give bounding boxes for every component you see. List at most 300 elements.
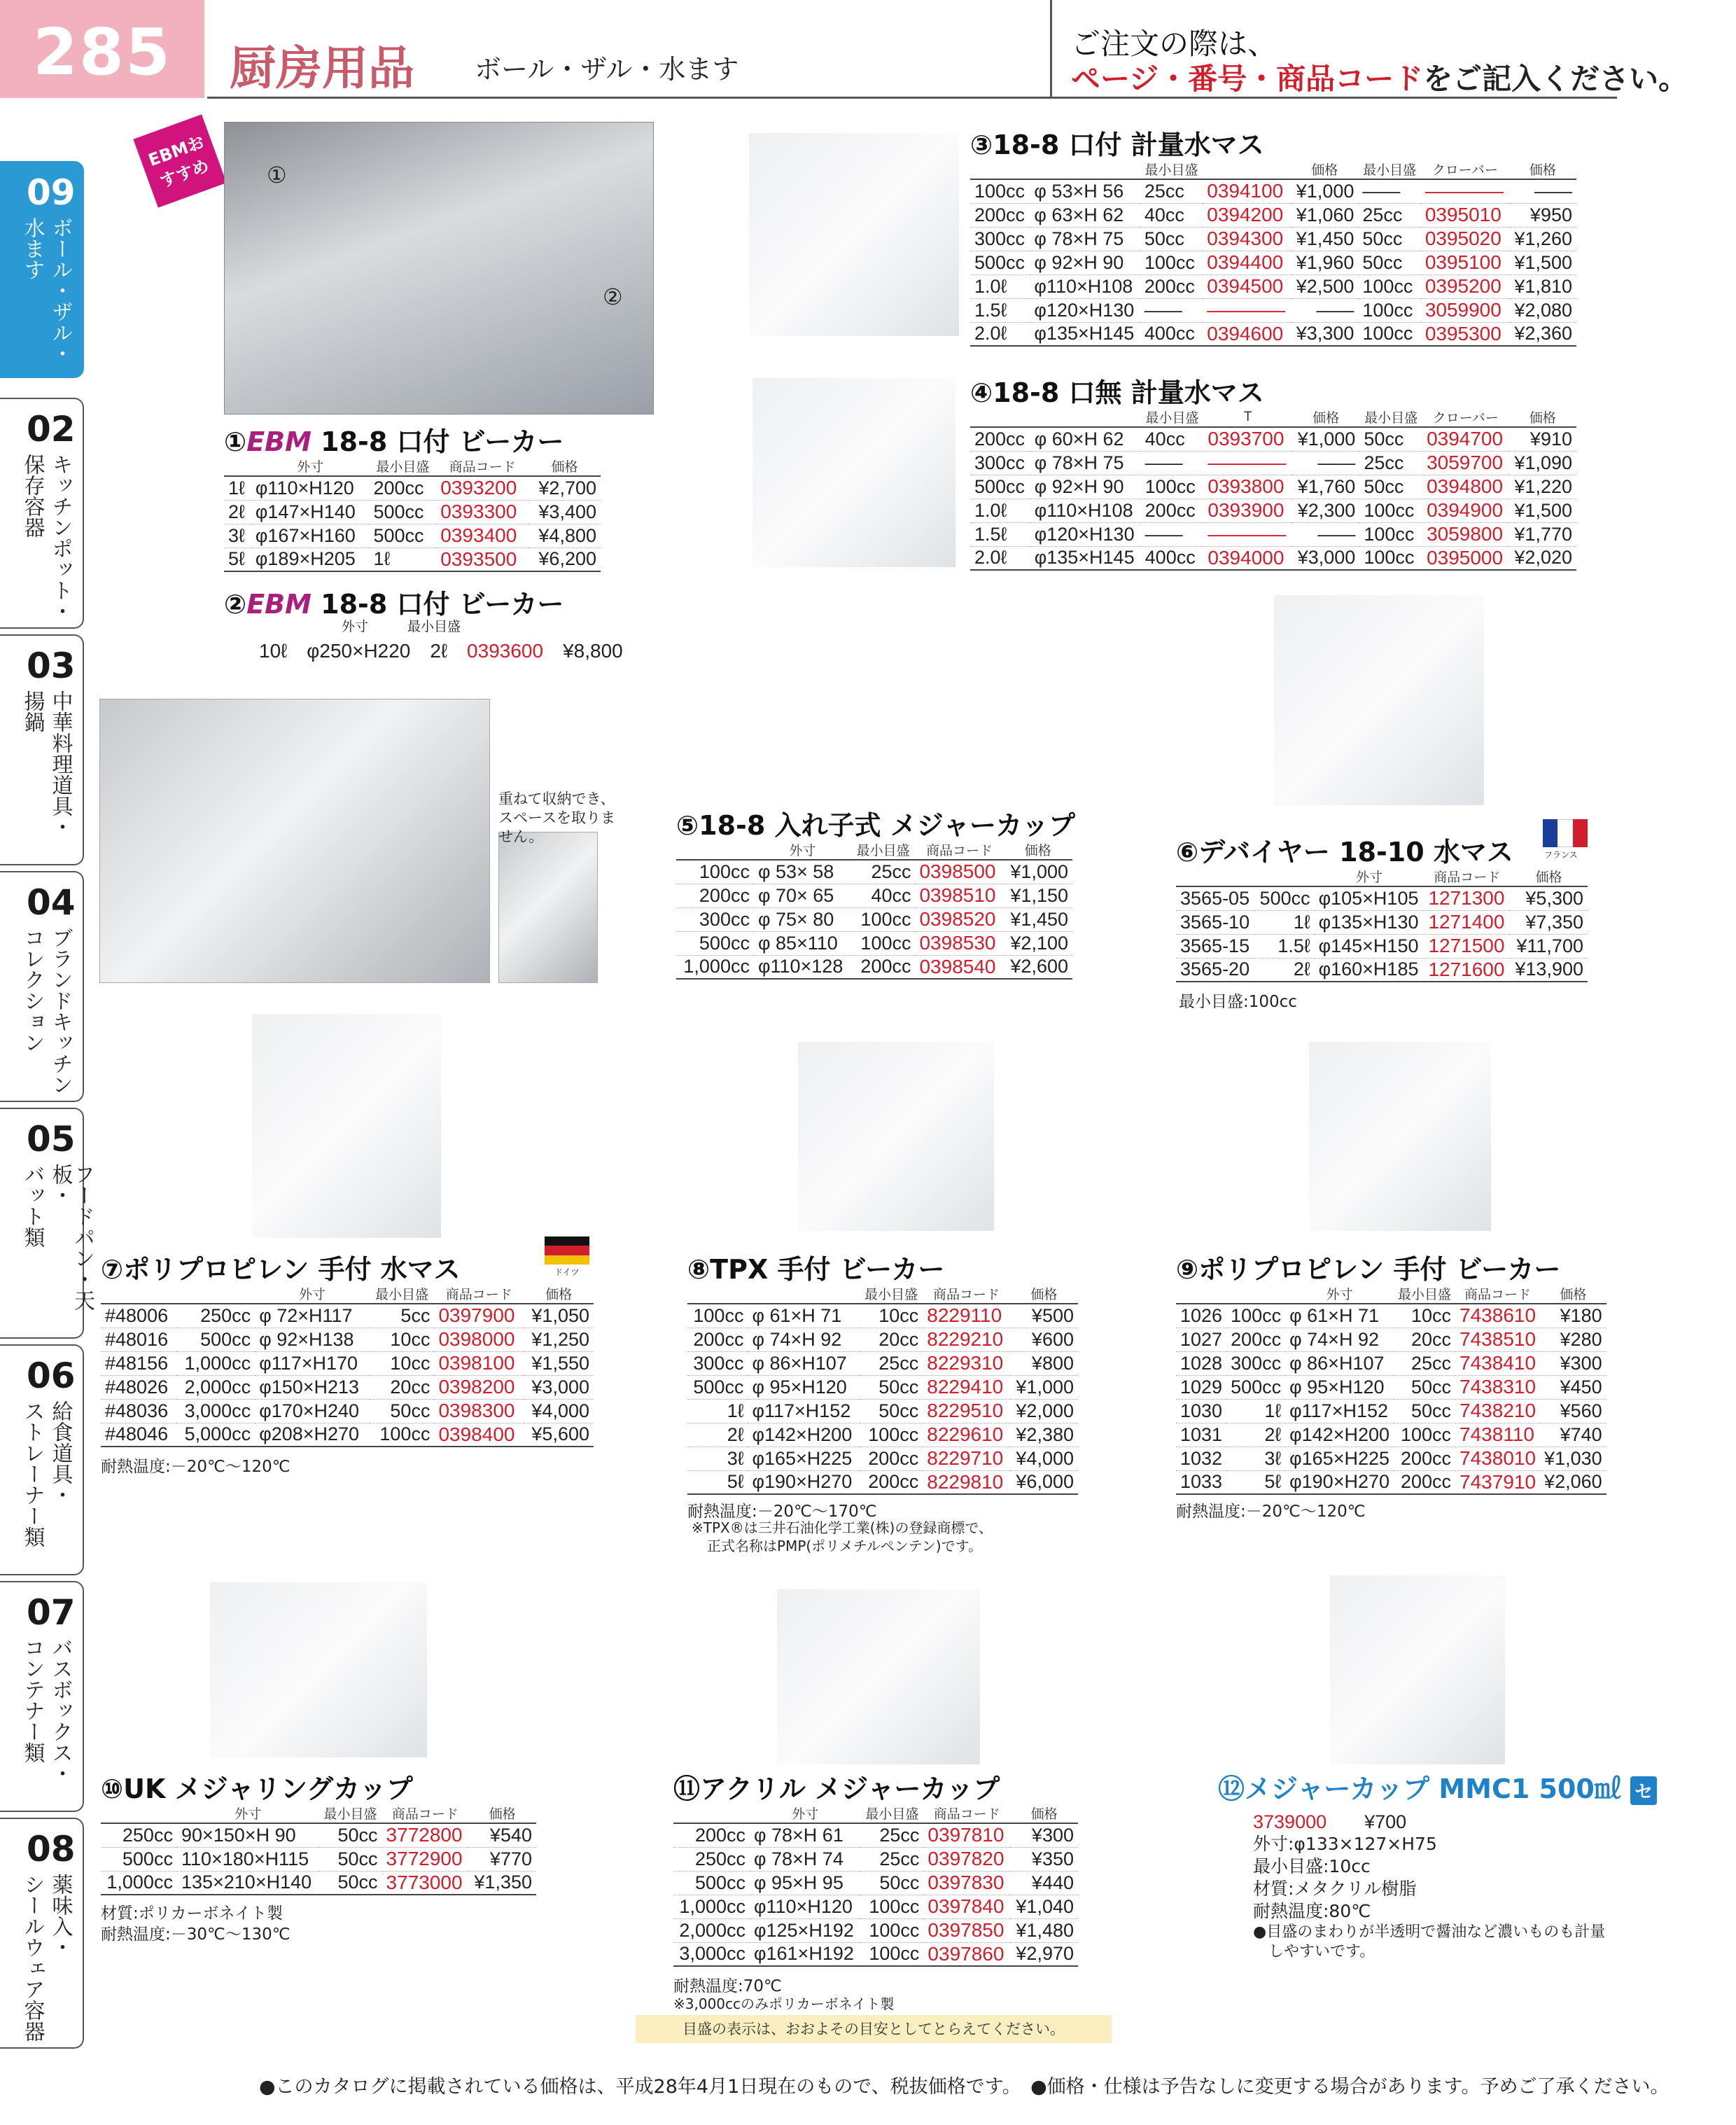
table-cell: φ105×H105: [1315, 886, 1424, 910]
table-cell: φ145×H150: [1315, 934, 1424, 958]
price: ¥5,300: [1510, 886, 1588, 910]
product-12-material: 材質:メタクリル樹脂: [1253, 1879, 1417, 1899]
price: ¥800: [1010, 1351, 1078, 1375]
product-9-table: [1176, 1284, 1606, 1495]
table-cell: ——: [1358, 179, 1420, 203]
table-header: 価格: [1508, 407, 1576, 427]
table-header: 最小目盛: [369, 457, 436, 476]
table-cell: 2ℓ: [1226, 1423, 1285, 1447]
product-code: 0398510: [915, 884, 1003, 907]
table-row: [224, 524, 601, 548]
product-code: 0394800: [1422, 475, 1508, 499]
price: ¥1,550: [524, 1351, 594, 1375]
table-cell: 25cc: [1359, 451, 1422, 475]
price: ¥560: [1540, 1399, 1606, 1423]
price: ¥700: [1364, 1811, 1407, 1832]
germany-flag-label: ドイツ: [554, 1267, 580, 1277]
table-cell: φ 74×H 92: [1285, 1328, 1394, 1351]
product-code: 0398100: [434, 1351, 524, 1375]
product-5-note: 重ねて収納でき、スペースを取りません。: [498, 790, 615, 845]
product-code: 0398530: [915, 931, 1003, 955]
table-row: [687, 1399, 1078, 1423]
table-row: [1176, 1399, 1606, 1423]
table-cell: #48016: [101, 1328, 176, 1351]
side-tab-number: 03: [27, 646, 76, 686]
side-tab-05[interactable]: [0, 1108, 94, 1339]
table-cell: 200cc: [1141, 499, 1204, 522]
product-code: 7438210: [1455, 1399, 1540, 1423]
side-tab-02[interactable]: [0, 398, 84, 629]
table-cell: 50cc: [1358, 251, 1420, 274]
product-3-title: ③18-8 口付 計量水マス: [970, 130, 1264, 160]
table-cell: #48046: [101, 1423, 176, 1447]
table-cell: φ 63×H 62: [1030, 203, 1140, 227]
product-12-size: 外寸:φ133×127×H75: [1253, 1834, 1437, 1854]
table-cell: φ 92×H138: [255, 1328, 369, 1351]
table-cell: 1028: [1176, 1351, 1226, 1375]
table-cell: 100cc: [1358, 298, 1420, 322]
table-cell: 25cc: [860, 1847, 923, 1871]
price: ¥6,200: [528, 548, 601, 571]
product-code: 0397850: [923, 1918, 1010, 1942]
table-cell: 200cc: [369, 476, 436, 500]
set-badge: セ: [1630, 1776, 1657, 1805]
table-cell: 500cc: [970, 251, 1030, 274]
side-tab-09[interactable]: [0, 161, 84, 378]
table-row: [101, 1847, 536, 1871]
side-tab-04[interactable]: [0, 871, 84, 1102]
product-code: 3773000: [382, 1871, 469, 1895]
table-cell: φ190×H270: [1285, 1470, 1394, 1494]
table-row: [101, 1351, 594, 1375]
table-cell: φ125×H192: [750, 1918, 860, 1942]
product-code: 0395010: [1421, 203, 1509, 227]
price: ¥2,080: [1509, 298, 1576, 322]
product-11-table: [673, 1804, 1078, 1967]
order-notice-line1: ご注文の際は、: [1071, 27, 1278, 61]
table-row: [224, 548, 601, 571]
table-cell: 3565-15: [1176, 934, 1254, 958]
table-cell: 1.5ℓ: [1254, 934, 1314, 958]
table-header: 最小目盛: [860, 1804, 923, 1823]
table-header: 価格: [468, 1804, 536, 1823]
price: ¥450: [1540, 1375, 1606, 1399]
table-cell: 1030: [1176, 1399, 1226, 1423]
product-7-title: ⑦ポリプロピレン 手付 水マス: [101, 1254, 461, 1285]
table-cell: 50cc: [860, 1871, 923, 1895]
price: ¥1,030: [1540, 1447, 1606, 1470]
product-2-no: ②: [224, 589, 247, 620]
table-cell: φ189×H205: [251, 548, 370, 571]
product-9-note: 耐熱温度:－20℃～120℃: [1176, 1503, 1366, 1521]
table-header: 最小目盛: [1141, 407, 1204, 427]
product-code: 0394200: [1203, 203, 1291, 227]
table-row: [970, 322, 1576, 346]
table-cell: φ 95×H120: [1285, 1375, 1394, 1399]
product-code: 8229210: [923, 1328, 1009, 1351]
table-cell: 50cc: [1394, 1399, 1455, 1423]
table-row: [687, 1328, 1078, 1351]
table-row: [101, 1328, 594, 1351]
table-row: [1176, 1351, 1606, 1375]
ebm-recommend-badge: EBMおすすめ: [133, 114, 226, 207]
table-cell: φ 78×H 74: [750, 1847, 860, 1871]
table-row: [676, 884, 1072, 907]
table-cell: φ 78×H 61: [750, 1823, 860, 1847]
table-cell: 1.5ℓ: [970, 298, 1030, 322]
table-row: [673, 1847, 1078, 1871]
table-header: 価格: [1292, 407, 1359, 427]
product-11-title: ⑪アクリル メジャーカップ: [673, 1774, 1000, 1804]
table-cell: 20cc: [860, 1328, 923, 1351]
table-cell: #48006: [101, 1304, 176, 1328]
table-cell: 50cc: [319, 1847, 382, 1871]
price: ¥2,060: [1540, 1470, 1606, 1494]
table-row: [673, 1895, 1078, 1918]
table-header-row: [970, 160, 1576, 179]
table-cell: 2,000cc: [673, 1918, 750, 1942]
table-cell: 25cc: [860, 1823, 923, 1847]
table-cell: 2ℓ: [430, 640, 448, 662]
table-row: [676, 955, 1072, 979]
product-code: ————: [1203, 522, 1292, 546]
table-cell: 200cc: [1394, 1470, 1455, 1494]
price: ¥2,100: [1003, 931, 1072, 955]
price: ¥740: [1540, 1423, 1606, 1447]
table-cell: 200cc: [1140, 274, 1203, 298]
price: ¥3,300: [1291, 322, 1358, 346]
product-photo-12: [1330, 1575, 1505, 1764]
product-photo-3: [749, 133, 959, 336]
table-cell: 25cc: [1394, 1351, 1455, 1375]
table-cell: 40cc: [851, 884, 916, 907]
table-row: [970, 427, 1576, 451]
table-header: 商品コード: [923, 1284, 1009, 1304]
product-photo-10: [210, 1582, 427, 1757]
table-cell: 3ℓ: [687, 1447, 748, 1470]
table-cell: 10cc: [860, 1304, 923, 1328]
price: ¥4,000: [524, 1399, 594, 1423]
table-cell: 3,000cc: [176, 1399, 255, 1423]
price: ¥1,450: [1003, 907, 1072, 931]
product-code: 8229810: [923, 1470, 1009, 1494]
table-row: [1176, 1470, 1606, 1494]
product-1-title: [224, 420, 564, 459]
price: ——: [1509, 179, 1576, 203]
product-code: 0393300: [436, 500, 528, 524]
price: ¥13,900: [1510, 958, 1588, 982]
table-row: [101, 1304, 594, 1328]
table-row: [970, 227, 1576, 251]
product-photo-ebm-beakers: [224, 122, 654, 414]
germany-flag-icon: [545, 1236, 589, 1264]
table-cell: φ 61×H 71: [1285, 1304, 1394, 1328]
product-code: 7438110: [1455, 1423, 1540, 1447]
product-code: 0397820: [923, 1847, 1010, 1871]
product-11-note: ※3,000ccのみポリカーボネイト製: [673, 1995, 895, 2012]
table-cell: 1032: [1176, 1447, 1226, 1470]
product-2-brand: EBM: [246, 589, 312, 620]
price: ¥6,000: [1010, 1470, 1078, 1494]
table-row: [224, 476, 601, 500]
page-number: 285: [0, 0, 204, 98]
table-cell: 3ℓ: [1226, 1447, 1285, 1470]
product-12-title: [1218, 1767, 1657, 1806]
table-cell: φ150×H213: [255, 1375, 369, 1399]
product-6-note: 最小目盛:100cc: [1179, 993, 1297, 1011]
france-flag-icon: [1543, 819, 1588, 847]
side-tab-label: 水ます: [20, 217, 45, 280]
product-photo-7: [252, 1014, 441, 1238]
table-row: [970, 251, 1576, 274]
table-cell: 500cc: [101, 1847, 177, 1871]
price: ¥1,450: [1291, 227, 1358, 251]
product-code: 0393500: [436, 548, 528, 571]
table-row: [687, 1351, 1078, 1375]
table-cell: φ 61×H 71: [748, 1304, 859, 1328]
product-code: 0398500: [915, 860, 1003, 884]
price: ¥180: [1540, 1304, 1606, 1328]
table-cell: 100cc: [1226, 1304, 1285, 1328]
price: ¥1,500: [1508, 499, 1576, 522]
product-code: 0398540: [915, 955, 1003, 979]
table-cell: 1,000cc: [673, 1895, 750, 1918]
table-row: [101, 1423, 594, 1447]
product-code: 0394900: [1422, 499, 1508, 522]
price: ——: [1292, 451, 1359, 475]
table-cell: 10cc: [1394, 1304, 1455, 1328]
product-code: 0397900: [434, 1304, 524, 1328]
product-code: 0395200: [1421, 274, 1509, 298]
table-cell: φ142×H200: [748, 1423, 859, 1447]
table-cell: 50cc: [1359, 475, 1422, 499]
price: ¥5,600: [524, 1423, 594, 1447]
table-cell: φ120×H130: [1030, 298, 1140, 322]
table-cell: 25cc: [1140, 179, 1203, 203]
price: ¥2,000: [1010, 1399, 1078, 1423]
price: ¥1,000: [1292, 427, 1359, 451]
product-code: 0394600: [1203, 322, 1291, 346]
table-cell: 50cc: [1359, 427, 1422, 451]
table-cell: 1026: [1176, 1304, 1226, 1328]
table-row: [970, 475, 1576, 499]
table-cell: 50cc: [860, 1399, 923, 1423]
table-cell: 1ℓ: [1254, 910, 1314, 934]
side-tab-03[interactable]: [0, 634, 84, 865]
table-cell: φ135×H145: [1030, 546, 1141, 570]
price: ——: [1292, 522, 1359, 546]
table-header: 価格: [524, 1284, 594, 1304]
table-row: [970, 203, 1576, 227]
table-cell: 1ℓ: [1226, 1399, 1285, 1423]
table-header: T: [1203, 407, 1292, 427]
table-cell: 100cc: [1140, 251, 1203, 274]
table-cell: φ 75× 80: [754, 907, 851, 931]
table-cell: 50cc: [1394, 1375, 1455, 1399]
table-cell: 50cc: [1140, 227, 1203, 251]
side-tab-number: 09: [27, 172, 76, 213]
side-tab-number: 02: [27, 409, 76, 450]
table-header: 価格: [1003, 840, 1072, 860]
table-cell: φ117×H170: [255, 1351, 369, 1375]
table-row: [970, 451, 1576, 475]
product-12-heat: 耐熱温度:80℃: [1253, 1901, 1371, 1921]
product-photo-4: [752, 378, 955, 567]
product-code: 7438610: [1455, 1304, 1540, 1328]
side-tab-label: ブランドキッチン: [48, 927, 73, 1095]
side-tab-label: 揚鍋: [20, 690, 45, 732]
price: ¥2,500: [1291, 274, 1358, 298]
price: ¥910: [1508, 427, 1576, 451]
table-cell: φ 72×H117: [255, 1304, 369, 1328]
table-cell: 400cc: [1141, 546, 1204, 570]
table-cell: 1.5ℓ: [970, 522, 1030, 546]
table-row: [1176, 1304, 1606, 1328]
table-cell: 100cc: [860, 1918, 923, 1942]
table-cell: φ110×H120: [251, 476, 370, 500]
france-flag-label: フランス: [1544, 850, 1578, 860]
table-header: 最小目盛: [370, 1284, 435, 1304]
table-header: 商品コード: [434, 1284, 524, 1304]
table-row: [970, 499, 1576, 522]
table-cell: 100cc: [860, 1895, 923, 1918]
price: ¥1,150: [1003, 884, 1072, 907]
product-2-name: 18-8 口付 ビーカー: [311, 589, 564, 620]
product-code: 0398200: [434, 1375, 524, 1399]
table-cell: φ142×H200: [1285, 1423, 1394, 1447]
side-tab-06[interactable]: [0, 1344, 84, 1575]
product-1-brand: EBM: [246, 426, 312, 457]
table-header-row: [1176, 1284, 1606, 1304]
table-cell: 300cc: [676, 907, 754, 931]
product-code: 0393200: [436, 476, 528, 500]
table-cell: φ250×H220: [307, 640, 411, 662]
table-cell: φ 78×H 75: [1030, 451, 1141, 475]
table-cell: 25cc: [1358, 203, 1420, 227]
table-cell: 250cc: [176, 1304, 255, 1328]
product-11-heat: 耐熱温度:70℃: [673, 1977, 782, 1995]
product-code: 7437910: [1455, 1470, 1540, 1494]
table-header: 外寸: [177, 1804, 319, 1823]
side-tab-08[interactable]: [0, 1818, 84, 2049]
table-cell: 1ℓ: [224, 476, 251, 500]
product-1-table: [224, 457, 601, 572]
product-12-min: 最小目盛:10cc: [1253, 1856, 1371, 1876]
table-cell: 300cc: [970, 227, 1030, 251]
product-10-heat: 耐熱温度:－30℃～130℃: [101, 1925, 290, 1944]
table-cell: 5ℓ: [224, 548, 251, 571]
price: ¥8,800: [563, 640, 623, 662]
table-cell: φ161×H192: [750, 1942, 860, 1966]
product-code: 0394100: [1203, 179, 1291, 203]
price: ——: [1291, 298, 1358, 322]
price: ¥1,040: [1010, 1895, 1078, 1918]
table-cell: 10cc: [370, 1351, 435, 1375]
product-code: 0394400: [1203, 251, 1291, 274]
price: ¥300: [1540, 1351, 1606, 1375]
table-cell: ——: [1140, 298, 1203, 322]
product-code: 3059700: [1422, 451, 1508, 475]
product-code: ————: [1203, 451, 1292, 475]
table-cell: #48156: [101, 1351, 176, 1375]
table-cell: φ110×H108: [1030, 499, 1141, 522]
product-code: 0394700: [1422, 427, 1508, 451]
price: ¥440: [1010, 1871, 1078, 1895]
table-cell: φ 95×H120: [748, 1375, 859, 1399]
product-8-note-pmp: 正式名称はPMP(ポリメチルペンテン)です。: [707, 1538, 982, 1554]
table-cell: φ190×H270: [748, 1470, 859, 1494]
product-code: 7438410: [1455, 1351, 1540, 1375]
table-header-row: [970, 407, 1576, 427]
table-header: 商品コード: [915, 840, 1003, 860]
price: ¥540: [468, 1823, 536, 1847]
table-cell: φ 53× 58: [754, 860, 851, 884]
product-4-title: ④18-8 口無 計量水マス: [970, 377, 1264, 408]
product-8-title: ⑧TPX 手付 ビーカー: [687, 1254, 945, 1285]
table-cell: 50cc: [860, 1375, 923, 1399]
table-cell: 100cc: [676, 860, 754, 884]
price: ¥280: [1540, 1328, 1606, 1351]
product-photo-6: [1274, 595, 1484, 805]
product-code: 0397810: [923, 1823, 1010, 1847]
product-code: 0393900: [1203, 499, 1292, 522]
table-cell: 300cc: [1226, 1351, 1285, 1375]
product-12-name: ⑫メジャーカップ MMC1 500㎖: [1218, 1774, 1621, 1804]
product-9-title: ⑨ポリプロピレン 手付 ビーカー: [1176, 1254, 1561, 1285]
table-cell: φ135×H130: [1315, 910, 1424, 934]
table-cell: 200cc: [687, 1328, 748, 1351]
product-code: 0398000: [434, 1328, 524, 1351]
table-cell: 200cc: [1394, 1447, 1455, 1470]
table-cell: 25cc: [851, 860, 916, 884]
table-cell: 100cc: [687, 1304, 748, 1328]
price: ¥500: [1010, 1304, 1078, 1328]
product-10-material: 材質:ポリカーボネイト製: [101, 1904, 284, 1923]
product-code: 7438010: [1455, 1447, 1540, 1470]
price: ¥300: [1010, 1823, 1078, 1847]
side-tab-label: バット類: [20, 1164, 45, 1248]
side-tab-07[interactable]: [0, 1581, 84, 1812]
table-cell: 100cc: [1358, 274, 1420, 298]
table-cell: 5ℓ: [1226, 1470, 1285, 1494]
side-tab-label: シールウェア容器: [20, 1874, 45, 2042]
table-header-row: [101, 1284, 594, 1304]
product-photo-8: [798, 1042, 994, 1231]
table-cell: 200cc: [1226, 1328, 1285, 1351]
product-code: 0394000: [1203, 546, 1292, 570]
product-code: 7438310: [1455, 1375, 1540, 1399]
price: ¥350: [1010, 1847, 1078, 1871]
table-cell: 5cc: [370, 1304, 435, 1328]
table-row: [687, 1470, 1078, 1494]
table-cell: 200cc: [676, 884, 754, 907]
side-tab-label: 保存容器: [20, 454, 45, 538]
table-row: [970, 274, 1576, 298]
table-row: [1176, 958, 1588, 982]
table-cell: φ135×H145: [1030, 322, 1140, 346]
product-code: 0394500: [1203, 274, 1291, 298]
product-photo-nested-cups: [99, 699, 490, 983]
price: ¥1,000: [1010, 1375, 1078, 1399]
product-code: 3059800: [1422, 522, 1508, 546]
table-header: 商品コード: [1455, 1284, 1540, 1304]
table-cell: 500cc: [1226, 1375, 1285, 1399]
price: ¥1,810: [1509, 274, 1576, 298]
table-cell: 200cc: [860, 1470, 923, 1494]
product-code: 0395000: [1422, 546, 1508, 570]
table-cell: 500cc: [176, 1328, 255, 1351]
table-row: [970, 298, 1576, 322]
